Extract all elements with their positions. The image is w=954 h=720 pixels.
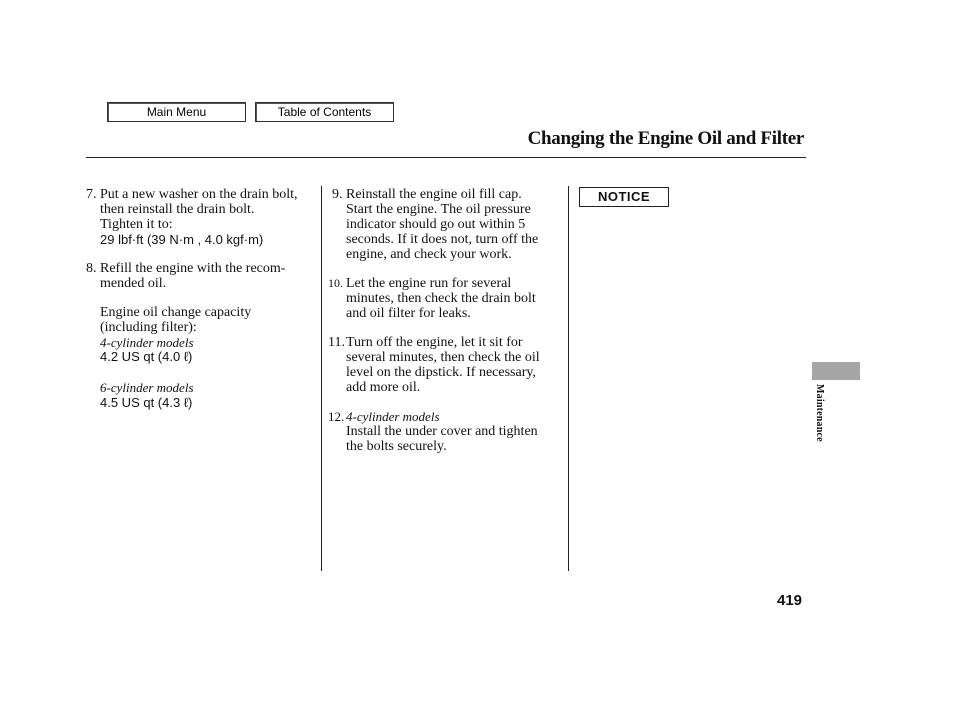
step-11-line-3: level on the dipstick. If necessary,	[346, 365, 536, 380]
column-divider-1	[321, 186, 322, 571]
step-7-line-1: Put a new washer on the drain bolt,	[100, 187, 298, 202]
step-8-line-2: mended oil.	[100, 276, 167, 291]
step-8-number: 8.	[86, 261, 97, 276]
page-title: Changing the Engine Oil and Filter	[527, 128, 804, 149]
capacity-label-2: (including filter):	[100, 320, 197, 335]
step-11-line-1: Turn off the engine, let it sit for	[346, 335, 523, 350]
step-11-line-4: add more oil.	[346, 380, 421, 395]
six-cyl-capacity: 4.5 US qt (4.3 ℓ)	[100, 395, 193, 410]
step-10-line-1: Let the engine run for several	[346, 276, 512, 291]
step-9-number: 9.	[332, 187, 343, 202]
section-label: Maintenance	[814, 384, 825, 442]
step-7-line-2: then reinstall the drain bolt.	[100, 202, 255, 217]
step-10-line-3: and oil filter for leaks.	[346, 306, 471, 321]
step-12-model-label: 4-cylinder models	[346, 409, 440, 424]
section-tab	[812, 362, 860, 380]
step-7-line-3: Tighten it to:	[100, 217, 173, 232]
six-cyl-label: 6-cylinder models	[100, 380, 194, 395]
step-11-number: 11.	[328, 335, 345, 350]
column-divider-2	[568, 186, 569, 571]
left-column	[86, 187, 318, 427]
step-7-number: 7.	[86, 187, 97, 202]
page-number: 419	[777, 592, 803, 609]
step-12-line-2: the bolts securely.	[346, 439, 447, 454]
torque-spec: 29 lbf·ft (39 N·m , 4.0 kgf·m)	[100, 232, 264, 247]
step-8-line-1: Refill the engine with the recom-	[100, 261, 286, 276]
step-9-line-1: Reinstall the engine oil fill cap.	[346, 187, 522, 202]
step-10-number: 10.	[328, 276, 343, 290]
notice-box: NOTICE	[579, 187, 669, 207]
step-9-line-3: indicator should go out within 5	[346, 217, 526, 232]
step-12-line-1: Install the under cover and tighten	[346, 424, 538, 439]
step-11-line-2: several minutes, then check the oil	[346, 350, 540, 365]
step-9-line-5: engine, and check your work.	[346, 247, 512, 262]
table-of-contents-button[interactable]: Table of Contents	[255, 102, 394, 122]
main-menu-button[interactable]: Main Menu	[107, 102, 246, 122]
middle-column	[328, 187, 564, 467]
step-10-line-2: minutes, then check the drain bolt	[346, 291, 536, 306]
step-12-number: 12.	[328, 409, 345, 424]
four-cyl-capacity: 4.2 US qt (4.0 ℓ)	[100, 349, 193, 364]
capacity-label-1: Engine oil change capacity	[100, 305, 252, 320]
four-cyl-label: 4-cylinder models	[100, 335, 194, 350]
step-9-line-4: seconds. If it does not, turn off the	[346, 232, 539, 247]
header-rule	[86, 157, 806, 158]
step-9-line-2: Start the engine. The oil pressure	[346, 202, 531, 217]
